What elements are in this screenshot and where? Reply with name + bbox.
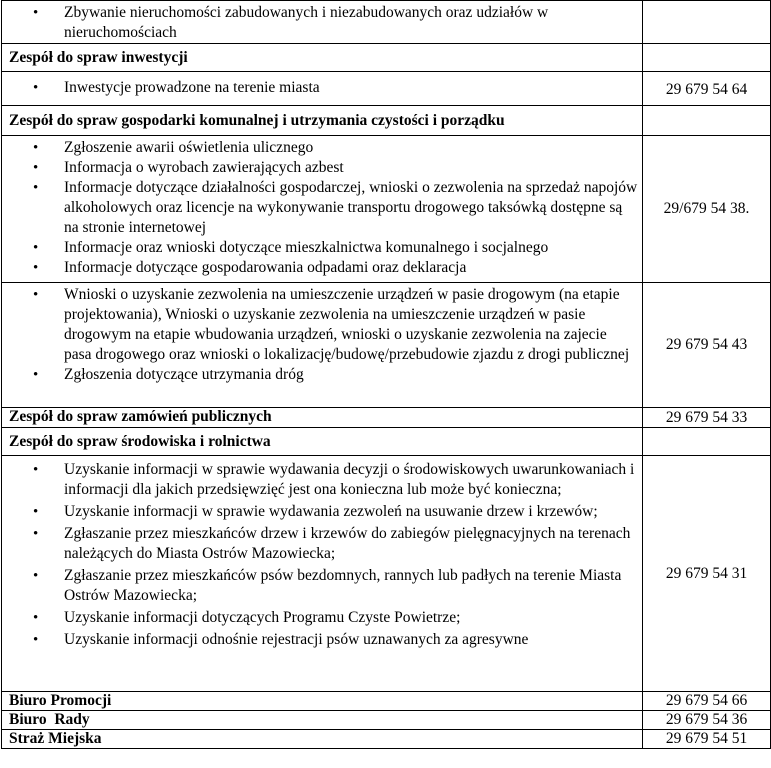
- list-item: • Zbywanie nieruchomości zabudowanych i niezabudowanych oraz udziałów w nieruchomościach: [64, 3, 638, 43]
- phone-cell: 29 679 54 33: [643, 408, 771, 428]
- contact-table: [1, 0, 771, 749]
- phone-cell: 29 679 54 43: [643, 283, 771, 408]
- phone-cell: 29 679 54 64: [643, 72, 771, 106]
- list-item: • Zgłoszenie awarii oświetlenia ulicznego: [64, 138, 638, 158]
- section-header-row: [2, 428, 771, 456]
- section-heading: Zespół do spraw inwestycji: [2, 44, 643, 72]
- services-list: [6, 136, 638, 278]
- section-header-row: [2, 408, 771, 428]
- list-item: • Informacje oraz wnioski dotyczące mieszkalnictwa komunalnego i socjalnego: [64, 238, 638, 258]
- table-row: [2, 283, 771, 408]
- services-cell: [2, 456, 643, 692]
- section-header-row: [2, 730, 771, 749]
- services-list: [6, 72, 638, 98]
- list-item: • Uzyskanie informacji w sprawie wydawania zezwoleń na usuwanie drzew i krzewów;: [64, 502, 638, 522]
- services-list: [6, 456, 638, 650]
- section-heading: Straż Miejska: [2, 730, 643, 749]
- list-item: • Uzyskanie informacji dotyczących Programu Czyste Powietrze;: [64, 608, 638, 628]
- list-item: • Inwestycje prowadzone na terenie miasta: [64, 78, 638, 98]
- section-header-row: [2, 711, 771, 730]
- list-item: • Informacja o wyrobach zawierających azbest: [64, 158, 638, 178]
- phone-cell: 29/679 54 38.: [643, 136, 771, 283]
- list-item: • Informacje dotyczące gospodarowania odpadami oraz deklaracja: [64, 258, 638, 278]
- table-row: [2, 136, 771, 283]
- table-row: [2, 72, 771, 106]
- services-cell: [2, 1, 643, 44]
- table-row: [2, 1, 771, 44]
- list-item: • Zgłaszanie przez mieszkańców drzew i krzewów do zabiegów pielęgnacyjnych na terenach należących do Miasta Ostrów Mazowiecka;: [64, 524, 638, 564]
- phone-cell: [643, 106, 771, 136]
- section-header-row: [2, 106, 771, 136]
- phone-cell: 29 679 54 66: [643, 692, 771, 711]
- section-header-row: [2, 692, 771, 711]
- phone-cell: [643, 44, 771, 72]
- services-list: [6, 283, 638, 385]
- list-item: • Uzyskanie informacji odnośnie rejestracji psów uznawanych za agresywne: [64, 630, 638, 650]
- phone-cell: [643, 1, 771, 44]
- list-item: • Zgłoszenia dotyczące utrzymania dróg: [64, 365, 638, 385]
- section-heading: Zespół do spraw środowiska i rolnictwa: [2, 428, 643, 456]
- list-item: • Uzyskanie informacji w sprawie wydawania decyzji o środowiskowych uwarunkowaniach i informacji dla jakich przedsięwzięć jest ona konieczna lub może być konieczna;: [64, 460, 638, 500]
- section-heading: Biuro Promocji: [2, 692, 643, 711]
- table-row: [2, 456, 771, 692]
- list-item: • Informacje dotyczące działalności gospodarczej, wnioski o zezwolenia na sprzedaż napojów alkoholowych oraz licencje na wykonywanie transportu drogowego taksówką dostępne są na stronie internetowej: [64, 178, 638, 238]
- services-cell: [2, 72, 643, 106]
- list-item: • Zgłaszanie przez mieszkańców psów bezdomnych, rannych lub padłych na terenie Miasta Ostrów Mazowiecka;: [64, 566, 638, 606]
- phone-cell: 29 679 54 31: [643, 456, 771, 692]
- list-item: • Wnioski o uzyskanie zezwolenia na umieszczenie urządzeń w pasie drogowym (na etapie projektowania), Wnioski o uzyskanie zezwolenia na umieszczenie urządzeń w pasie drogowym na etapie wbudowania urządzeń, wnioski o uzyskanie zezwolenia na zajecie pasa drogowego oraz wnioski o lokalizację/budowę/przebudowie zjazdu z drogi publicznej: [64, 285, 638, 365]
- services-list: [6, 1, 638, 43]
- phone-cell: 29 679 54 51: [643, 730, 771, 749]
- section-heading: Zespół do spraw gospodarki komunalnej i utrzymania czystości i porządku: [2, 106, 643, 136]
- services-cell: [2, 136, 643, 283]
- section-heading: Zespół do spraw zamówień publicznych: [2, 408, 643, 428]
- section-header-row: [2, 44, 771, 72]
- phone-cell: [643, 428, 771, 456]
- services-cell: [2, 283, 643, 408]
- phone-cell: 29 679 54 36: [643, 711, 771, 730]
- section-heading: Biuro Rady: [2, 711, 643, 730]
